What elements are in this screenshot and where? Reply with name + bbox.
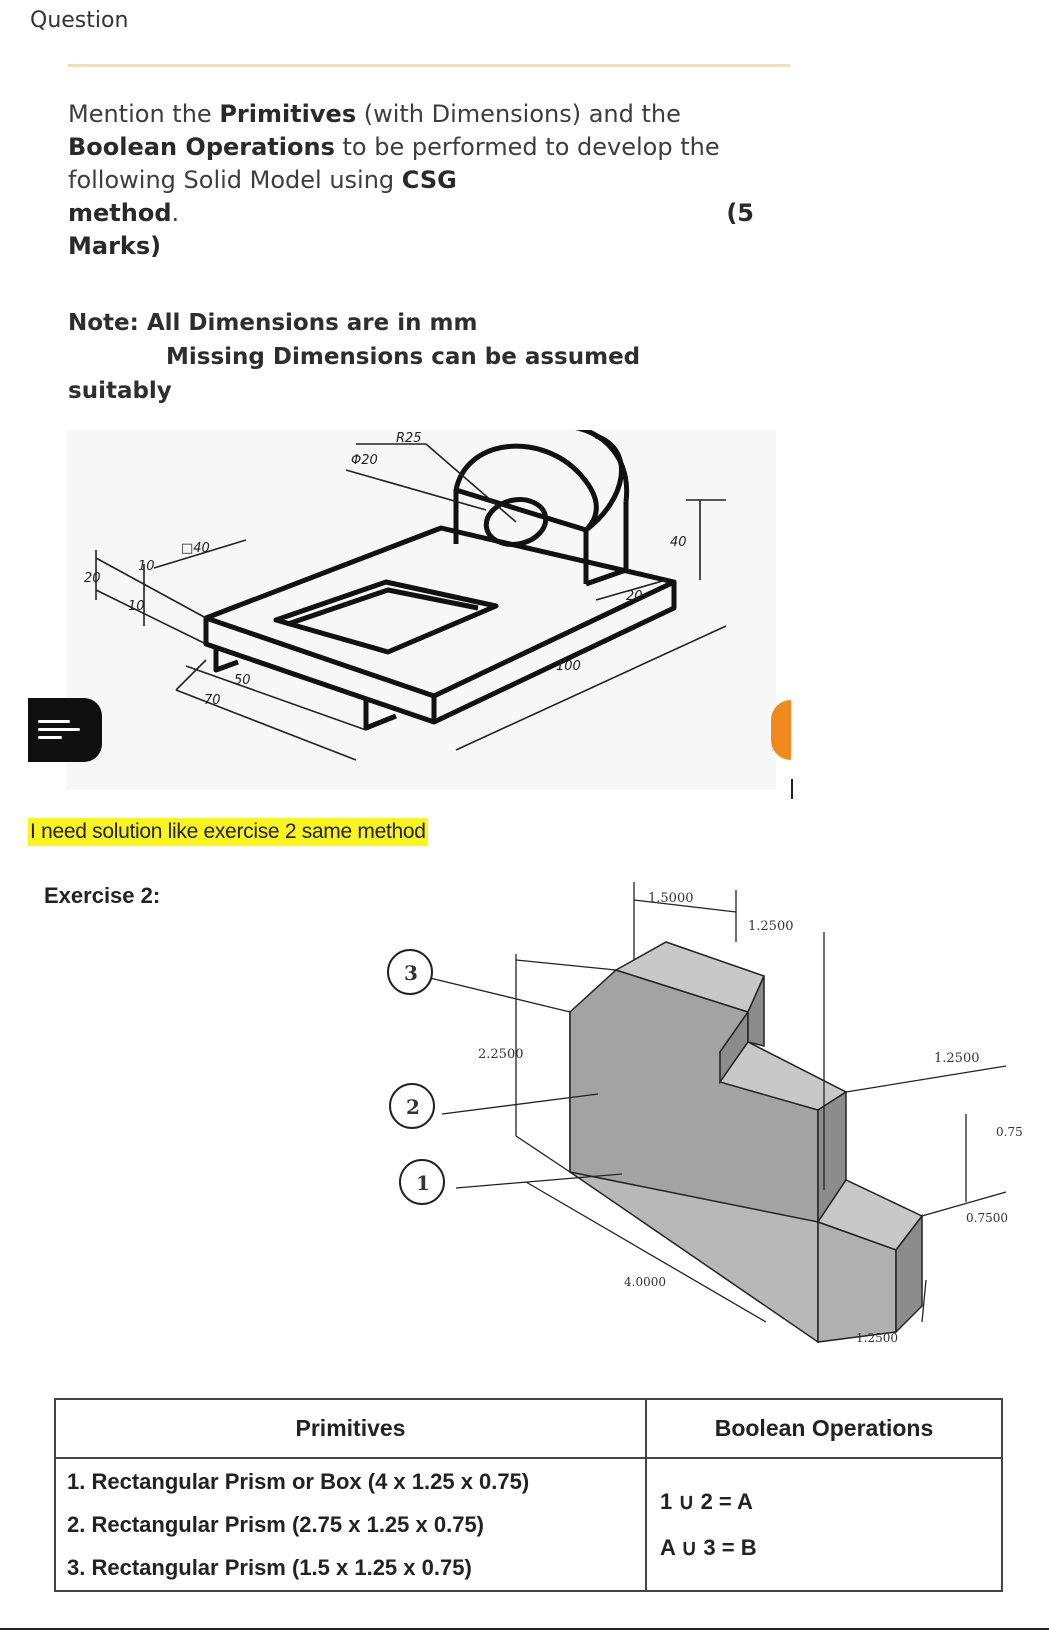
bottom-divider (0, 1628, 1049, 1630)
dim-length: 4.0000 (624, 1275, 666, 1289)
primitive-item: 2. Rectangular Prism (2.75 x 1.25 x 0.75) (67, 1512, 485, 1537)
note-line-2: Missing Dimensions can be assumed (166, 344, 641, 370)
boolean-header: Boolean Operations (646, 1399, 1002, 1458)
dim-10: 10 (138, 559, 155, 574)
stepped-block-figure (386, 882, 1049, 1352)
dim-right-3: 0.7500 (966, 1211, 1008, 1225)
dim-10-vertical: 10 (128, 599, 145, 614)
dim-height: 2.2500 (478, 1047, 524, 1062)
callout-3: 3 (404, 961, 418, 985)
primitive-item: 1. Rectangular Prism or Box (4 x 1.25 x 0.75) (67, 1469, 530, 1494)
dim-r25: R25 (396, 431, 422, 446)
dim-20-base: 20 (626, 589, 643, 604)
callout-1: 1 (416, 1171, 430, 1195)
note-line-3: suitably (68, 378, 172, 404)
dim-depth: 1.2500 (856, 1331, 898, 1345)
menu-button[interactable] (28, 698, 102, 762)
part-drawing-figure (66, 430, 776, 790)
dim-d20: Φ20 (351, 453, 378, 468)
dim-square-40: □40 (181, 541, 210, 556)
primitive-item: 3. Rectangular Prism (1.5 x 1.25 x 0.75) (67, 1555, 472, 1580)
operation-item: 1 ∪ 2 = A (660, 1488, 753, 1514)
callout-2: 2 (406, 1095, 420, 1119)
menu-line-icon (38, 720, 70, 723)
dim-right-1: 1.2500 (934, 1051, 980, 1066)
exercise-title: Exercise 2: (44, 883, 161, 908)
side-tab[interactable] (771, 700, 791, 760)
primitives-header: Primitives (55, 1399, 646, 1458)
request-highlight: I need solution like exercise 2 same method (28, 818, 428, 846)
dim-20-vertical: 20 (84, 571, 101, 586)
menu-line-icon (38, 728, 80, 731)
csg-table (54, 1398, 1003, 1592)
operation-item: A ∪ 3 = B (660, 1534, 757, 1560)
note-line-1: Note: All Dimensions are in mm (68, 310, 478, 336)
divider (68, 64, 790, 67)
text-cursor (791, 779, 793, 799)
dim-40: 40 (670, 535, 687, 550)
dim-100: 100 (556, 659, 581, 674)
menu-line-icon (38, 736, 62, 739)
primitives-cell (55, 1458, 646, 1591)
dim-50: 50 (234, 673, 251, 688)
question-text: Mention the Primitives (with Dimensions) and the Boolean Operations to be performed to develop the following Solid Model using CSG method. (5 Marks) (68, 100, 754, 260)
question-label: Question (30, 8, 129, 33)
dim-top-1: 1.5000 (648, 891, 694, 906)
dim-70: 70 (204, 693, 221, 708)
note-text (68, 306, 808, 408)
dim-right-2: 0.75 (996, 1125, 1023, 1139)
dim-top-2: 1.2500 (748, 919, 794, 934)
operations-cell (646, 1458, 1002, 1591)
